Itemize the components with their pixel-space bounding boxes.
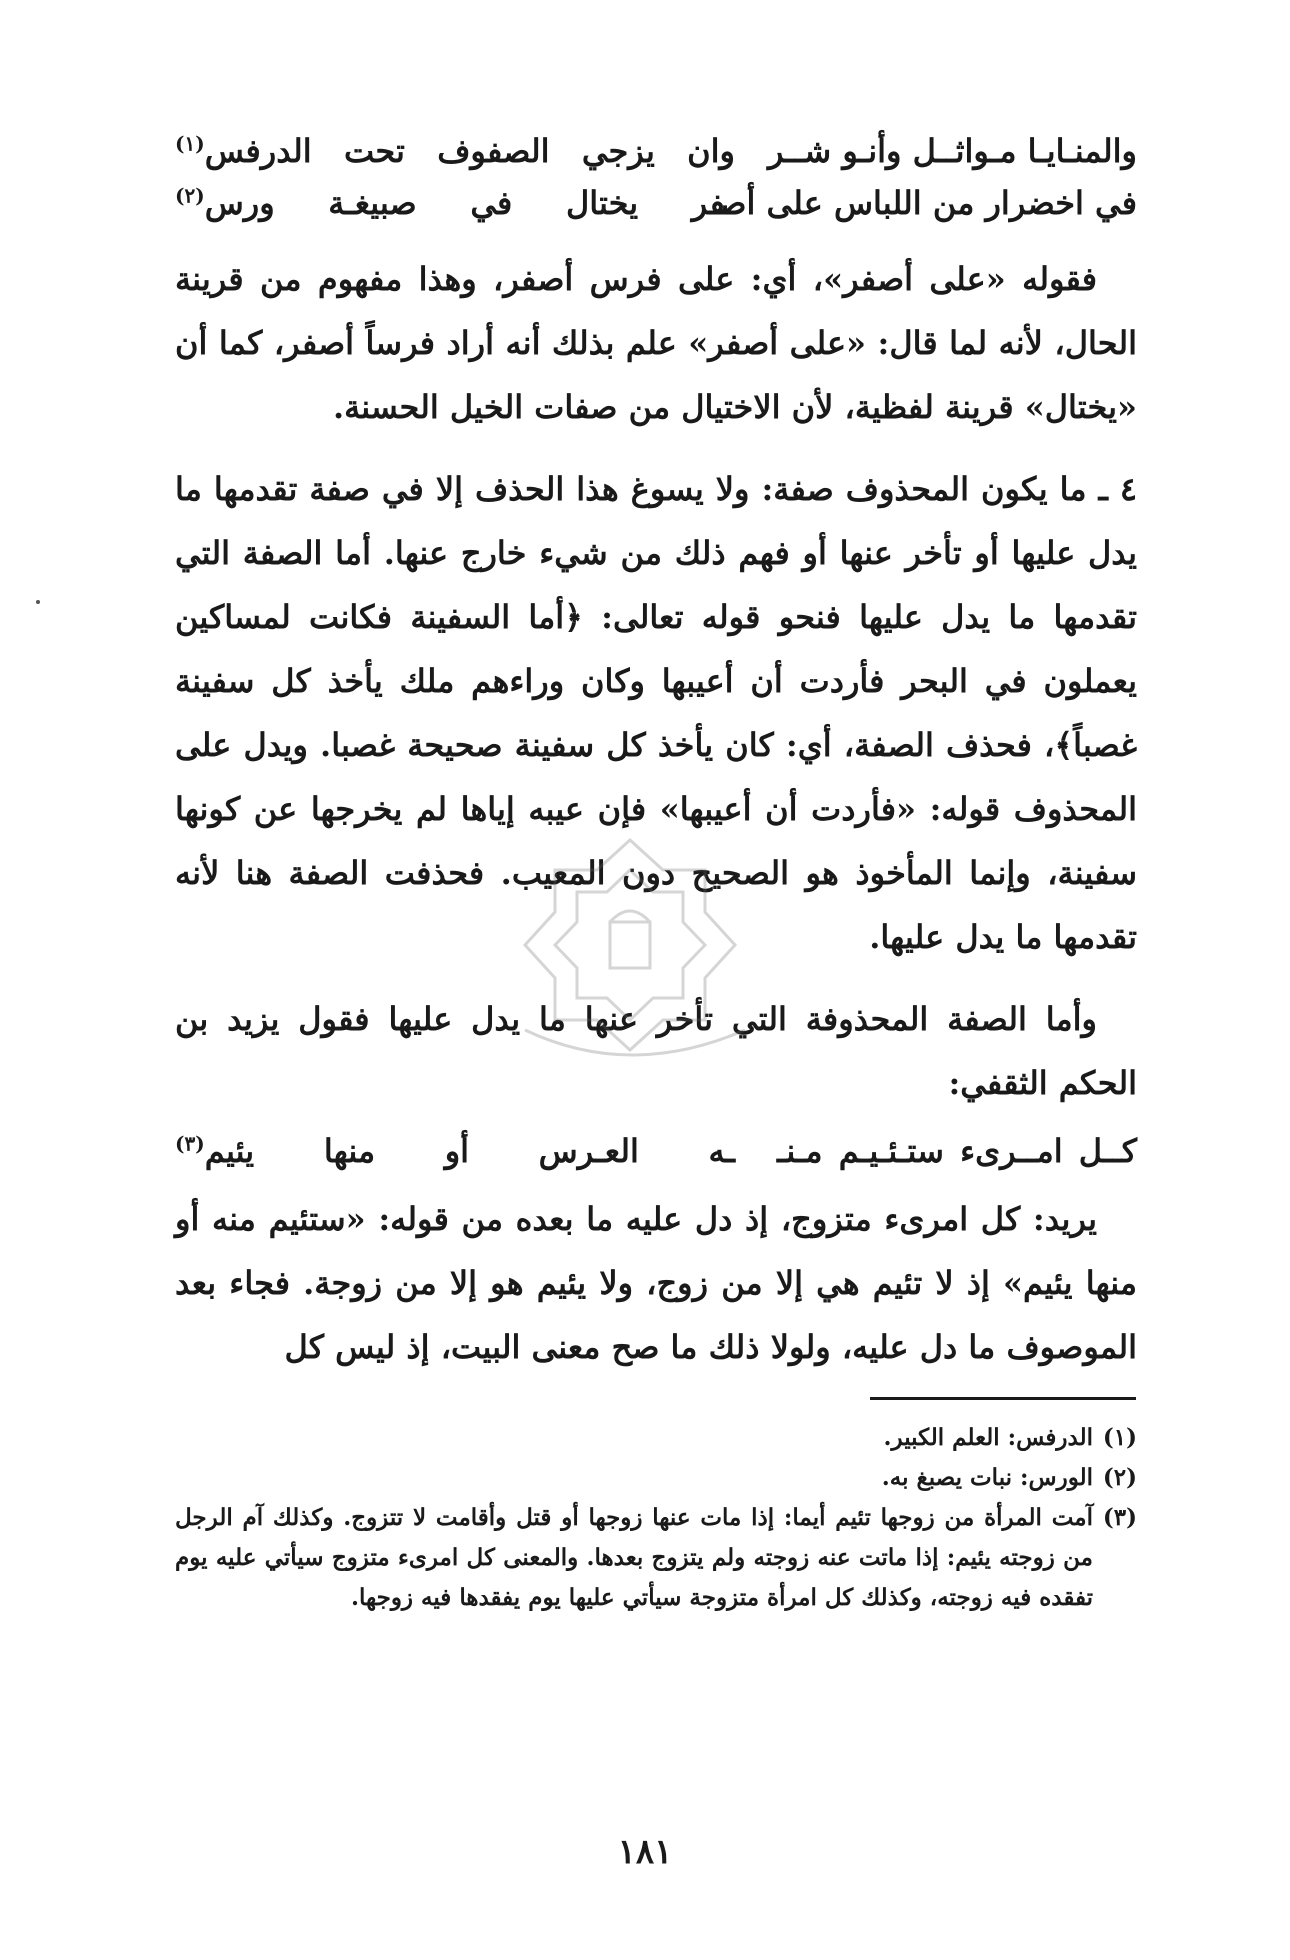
footnote-separator xyxy=(870,1397,1136,1400)
verse-line-1 xyxy=(175,125,1137,177)
verse-3-hemistich-left xyxy=(175,1125,735,1177)
verse-1-hemistich-right xyxy=(767,125,1137,177)
paragraph-1: فقوله «على أصفر»، أي: على فرس أصفر، وهذا مفهوم من قرينة الحال، لأنه لما قال: «على أصفر» علم بذلك أنه أراد فرساً أصفر، كما أن «يختال» قرينة لفظية، لأن الاختيال من صفات الخيل الحسنة. xyxy=(175,260,1138,426)
footnote-2-text: الورس: نبات يصبغ به. xyxy=(881,1464,1093,1491)
page-number: ١٨١ xyxy=(617,1832,673,1872)
footnote-3-number: (٣) xyxy=(1102,1504,1137,1531)
footnote-1-text: الدرفس: العلم الكبير. xyxy=(883,1424,1093,1451)
verse-2-left-text: ـفر يختال في صبيغـة ورس xyxy=(204,184,735,222)
verse-line-2 xyxy=(175,177,1137,229)
verse-3-left-text: ـه العـرس أو منها يئيم xyxy=(204,1132,735,1170)
main-text xyxy=(175,125,1137,1379)
verse-3-right-text: كــل امــرىء ستـئـيـم مـنـ xyxy=(777,1132,1137,1170)
footnote-ref-2: (٢) xyxy=(175,183,205,208)
footnote-ref-1: (١) xyxy=(175,131,205,156)
footnote-2 xyxy=(175,1458,1137,1498)
verse-2-hemistich-left xyxy=(175,177,735,229)
scan-speck xyxy=(36,600,40,604)
footnote-3 xyxy=(175,1498,1137,1618)
verse-2-right-text: في اخضرار من اللباس على أصـ xyxy=(709,184,1137,222)
verse-1-hemistich-left xyxy=(175,125,735,177)
paragraph-3: وأما الصفة المحذوفة التي تأخر عنها ما يدل عليها فقول يزيد بن الحكم الثقفي: xyxy=(175,1000,1137,1102)
footnote-2-number: (٢) xyxy=(1102,1464,1137,1491)
footnotes xyxy=(175,1418,1137,1618)
verse-3-hemistich-right xyxy=(777,1125,1137,1177)
paragraph-4: يريد: كل امرىء متزوج، إذ دل عليه ما بعده من قوله: «ستئيم منه أو منها يئيم» إذ لا تئيم هي إلا من زوج، ولا يئيم هو إلا من زوجة. فجاء بعد الموصوف ما دل عليه، ولولا ذلك ما صح معنى البيت، إذ ليس كل xyxy=(175,1200,1137,1366)
footnote-1 xyxy=(175,1418,1137,1458)
paragraph-2: ٤ ـ ما يكون المحذوف صفة: ولا يسوغ هذا الحذف إلا في صفة تقدمها ما يدل عليها أو تأخر عنها أو فهم ذلك من شيء خارج عنها. أما الصفة التي تقدمها ما يدل عليها فنحو قوله تعالى: ﴿أما السفينة فكانت لمساكين يعملون في البحر فأردت أن أعيبها وكان وراءهم ملك يأخذ كل سفينة غصباً﴾، فحذف الصفة، أي: كان يأخذ كل سفينة صحيحة غصبا. ويدل على المحذوف قوله: «فأردت أن أعيبها» فإن عيبه إياها لم يخرجها عن كونها سفينة، وإنما المأخوذ هو الصحيح دون المعيب. فحذفت الصفة هنا لأنه تقدمها ما يدل عليها. xyxy=(175,470,1138,956)
verse-1-right-text: والمنـايـا مـواثــل وأنـو شــر xyxy=(767,132,1137,170)
verse-line-3 xyxy=(175,1125,1137,1177)
footnote-1-number: (١) xyxy=(1102,1424,1137,1451)
footnote-ref-3: (٣) xyxy=(175,1131,205,1156)
verse-1-left-text: وان يزجي الصفوف تحت الدرفس xyxy=(204,132,735,170)
footnote-3-text: آمت المرأة من زوجها تئيم أيما: إذا مات عنها زوجها أو قتل وأقامت لا تتزوج. وكذلك آم الرجل من زوجته يئيم: إذا ماتت عنه زوجته ولم يتزوج بعدها. والمعنى كل امرىء متزوج سيأتي عليه يوم تفقده فيه زوجته، وكذلك كل امرأة متزوجة سيأتي عليها يوم يفقدها فيه زوجها. xyxy=(175,1504,1093,1611)
verse-2-hemistich-right xyxy=(709,177,1137,229)
